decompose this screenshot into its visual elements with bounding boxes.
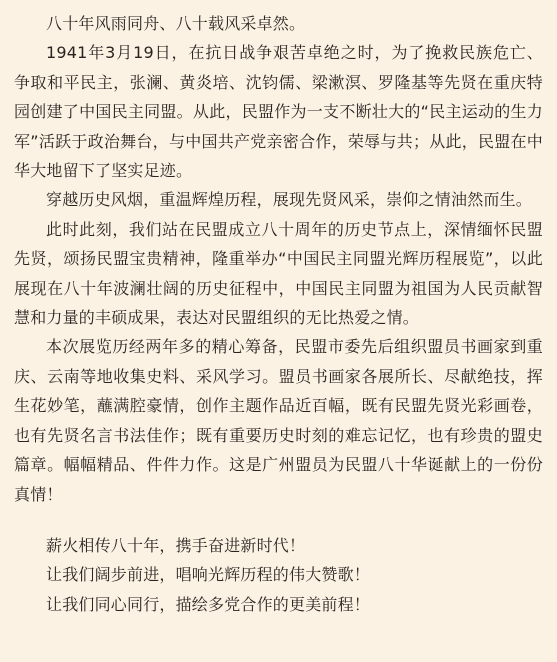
paragraph-history: 穿越历史风烟，重温辉煌历程，展现先贤风采，崇仰之情油然而生。 [46,190,533,210]
paragraph-preparation: 本次展览历经两年多的精心筹备，民盟市委先后组织盟员书画家到重庆、云南等地收集史料、采风学习。盟员书画家各展所长、尽献绝技，挥生花妙笔，蘸满腔豪情，创作主题作品近百幅，既有民盟先贤光彩画卷，也有先贤名言书法佳作；既有重要历史时刻的难忘记忆，也有珍贵的盟史篇章。幅幅精品、件件力作。这是广州盟员为民盟八十华诞献上的一份份真情！ [14,337,543,504]
closing-line-3: 让我们同心同行，描绘多党合作的更美前程！ [46,594,371,614]
paragraph-exhibition: 此时此刻，我们站在民盟成立八十周年的历史节点上，深情缅怀民盟先贤，颂扬民盟宝贵精神，隆重举办“中国民主同盟光辉历程展览”，以此展现在八十年波澜壮阔的历史征程中，中国民主同盟为祖国为人民贡献智慧和力量的丰硕成果，表达对民盟组织的无比热爱之情。 [14,219,543,328]
paragraph-founding: 1941年3月19日，在抗日战争艰苦卓绝之时，为了挽救民族危亡、 争取和平民主，张澜、黄炎培、沈钧儒、梁漱溟、罗隆基等先贤在重庆特园创建了中国民主同盟。从此，民盟作为一支不断壮大的“民主运动的生力军”活跃于政治舞台，与中国共产党亲密合作，荣辱与共；从此，民盟在中华大地留下了坚实足迹。 [14,43,543,181]
paragraph-opening: 八十年风雨同舟、八十载风采卓然。 [46,14,306,33]
closing-line-1: 薪火相传八十年，携手奋进新时代！ [46,535,306,555]
closing-line-2: 让我们阔步前进，唱响光辉历程的伟大赞歌！ [46,565,371,585]
paragraph-spacer [14,509,543,531]
